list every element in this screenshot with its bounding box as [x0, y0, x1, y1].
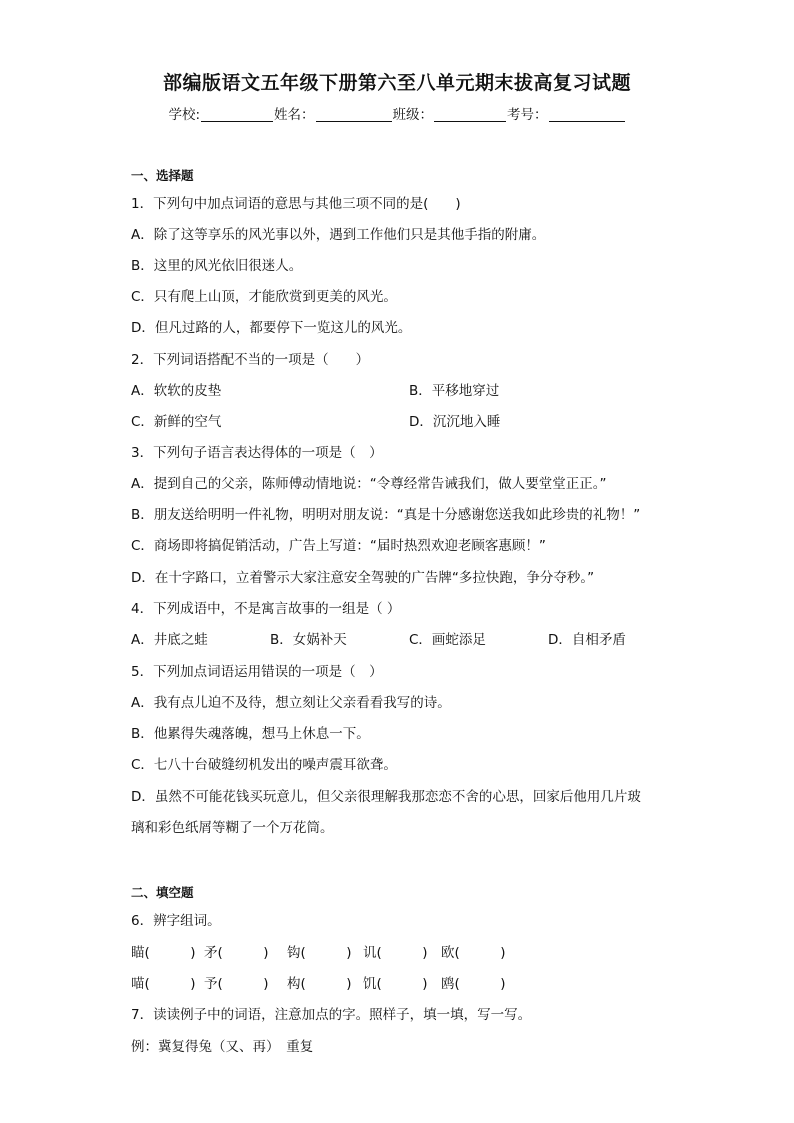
question-7-stem: 7．读读例子中的词语，注意加点的字。照样子，填一填，写一写。 — [131, 1007, 532, 1023]
q6-row2-item[interactable]: 构( ) — [287, 976, 352, 992]
question-4-option-c[interactable]: C．画蛇添足 — [409, 632, 486, 648]
question-3-option-c[interactable]: C．商场即将搞促销活动，广告上写道：“届时热烈欢迎老顾客惠顾！” — [131, 538, 546, 554]
question-2-stem: 2．下列词语搭配不当的一项是（ ） — [131, 352, 370, 368]
q6-row2-item[interactable]: 饥( ) — [363, 976, 428, 992]
name-label: 姓名： — [274, 107, 315, 123]
question-5-option-d-line1[interactable]: D．虽然不可能花钱买玩意儿，但父亲很理解我那恋恋不舍的心思，回家后他用几片玻 — [131, 789, 641, 805]
class-label: 班级： — [392, 107, 434, 123]
q6-row1-item[interactable]: 钩( ) — [287, 945, 352, 961]
q6-row1-item[interactable]: 欧( ) — [441, 945, 506, 961]
question-3-option-a[interactable]: A．提到自己的父亲，陈师傅动情地说：“令尊经常告诫我们，做人要堂堂正正。” — [131, 476, 607, 492]
question-7-example: 例：冀复得兔（又、再） 重复 — [131, 1039, 314, 1055]
question-1-option-d[interactable]: D．但凡过路的人，都要停下一览这儿的风光。 — [131, 320, 412, 336]
question-2-option-d[interactable]: D．沉沉地入睡 — [409, 414, 501, 430]
question-5-option-b[interactable]: B．他累得失魂落魄，想马上休息一下。 — [131, 726, 370, 742]
question-2-option-b[interactable]: B．平移地穿过 — [409, 383, 500, 399]
question-5-option-a[interactable]: A．我有点儿迫不及待，想立刻让父亲看看我写的诗。 — [131, 695, 451, 711]
question-5-stem: 5．下列加点词语运用错误的一项是（ ） — [131, 664, 383, 680]
question-4-option-a[interactable]: A．井底之蛙 — [131, 632, 208, 648]
question-3-option-d[interactable]: D．在十字路口，立着警示大家注意安全驾驶的广告牌“多拉快跑，争分夺秒。” — [131, 570, 595, 586]
question-3-stem: 3．下列句子语言表达得体的一项是（ ） — [131, 445, 383, 461]
page-title: 部编版语文五年级下册第六至八单元期末拔高复习试题 — [162, 72, 631, 94]
question-1-option-c[interactable]: C．只有爬上山顶，才能欣赏到更美的风光。 — [131, 289, 397, 305]
question-1-option-a[interactable]: A．除了这等享乐的风光事以外，遇到工作他们只是其他手指的附庸。 — [131, 227, 546, 243]
school-label: 学校: — [168, 107, 201, 123]
question-6-stem: 6．辨字组词。 — [131, 913, 221, 929]
question-1-stem: 1．下列句中加点词语的意思与其他三项不同的是( ) — [131, 196, 461, 212]
class-blank[interactable] — [434, 106, 506, 122]
question-1-option-b[interactable]: B．这里的风光依旧很迷人。 — [131, 258, 303, 274]
q6-row1-item[interactable]: 瞄( ) — [131, 945, 196, 961]
section-heading-choice: 一、选择题 — [131, 168, 194, 183]
q6-row2-item[interactable]: 鸥( ) — [441, 976, 506, 992]
question-4-stem: 4．下列成语中，不是寓言故事的一组是（ ） — [131, 601, 401, 617]
exam-number-label: 考号： — [507, 107, 548, 123]
school-blank[interactable] — [201, 106, 273, 122]
name-blank[interactable] — [316, 106, 392, 122]
question-4-option-b[interactable]: B．女娲补天 — [270, 632, 347, 648]
question-2-option-a[interactable]: A．软软的皮垫 — [131, 383, 222, 399]
student-info-row — [0, 103, 794, 123]
exam-number-blank[interactable] — [549, 106, 625, 122]
q6-row2-item[interactable]: 予( ) — [204, 976, 269, 992]
q6-row1-item[interactable]: 矛( ) — [204, 945, 269, 961]
question-5-option-d-line2: 璃和彩色纸屑等糊了一个万花筒。 — [131, 820, 334, 836]
q6-row1-item[interactable]: 讥( ) — [363, 945, 428, 961]
question-3-option-b[interactable]: B．朋友送给明明一件礼物，明明对朋友说：“真是十分感谢您送我如此珍贵的礼物！” — [131, 507, 641, 523]
question-4-option-d[interactable]: D．自相矛盾 — [548, 632, 626, 648]
question-2-option-c[interactable]: C．新鲜的空气 — [131, 414, 222, 430]
q6-row2-item[interactable]: 喵( ) — [131, 976, 196, 992]
section-heading-fill: 二、填空题 — [131, 885, 194, 900]
question-5-option-c[interactable]: C．七八十台破缝纫机发出的噪声震耳欲聋。 — [131, 757, 397, 773]
